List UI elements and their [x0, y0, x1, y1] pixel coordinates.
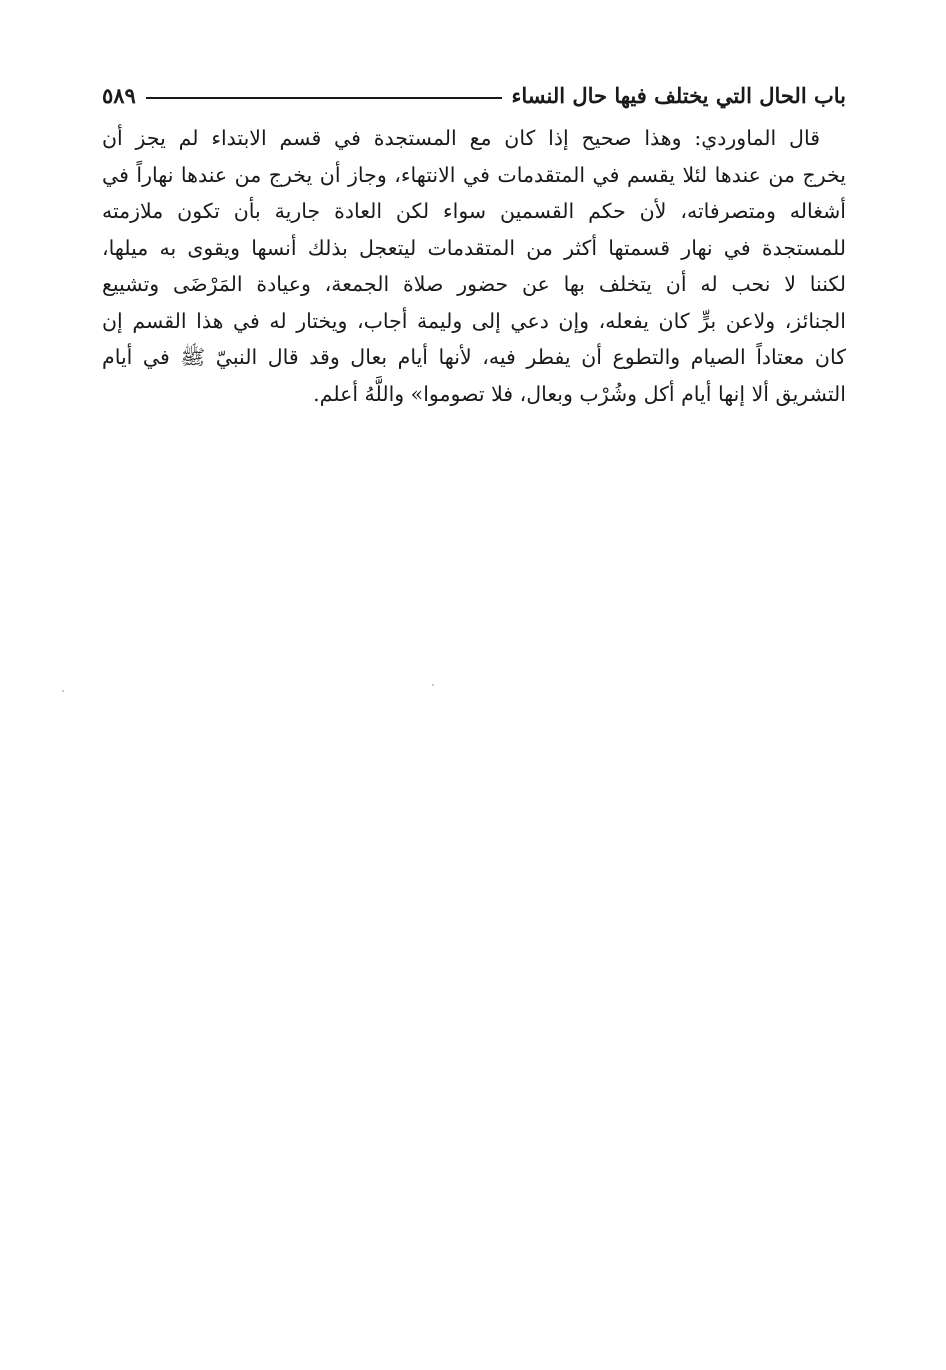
text-line: للمستجدة في نهار قسمتها أكثر من المتقدمات ليتعجل بذلك أنسها ويقوى به ميلها،	[102, 235, 846, 260]
body-paragraph	[102, 120, 846, 412]
header-rule	[146, 97, 502, 99]
text-line: كان معتاداً الصيام والتطوع أن يفطر فيه، لأنها أيام بعال وقد قال النبيّ ﷺ في أيام	[102, 345, 846, 369]
text-line: التشريق ألا إنها أيام أكل وشُرْب وبعال، فلا تصوموا» واللَّهُ أعلم.	[313, 381, 846, 406]
running-header	[102, 78, 846, 112]
scan-speck	[432, 684, 434, 686]
text-line: قال الماوردي: وهذا صحيح إذا كان مع المستجدة في قسم الابتداء لم يجز أن	[102, 126, 820, 150]
chapter-title: باب الحال التي يختلف فيها حال النساء	[511, 82, 846, 108]
text-line: الجنائز، ولاعن برٍّ كان يفعله، وإن دعي إلى وليمة أجاب، ويختار له في هذا القسم إن	[102, 308, 846, 333]
text-line: يخرج من عندها لئلا يقسم في المتقدمات في الانتهاء، وجاز أن يخرج من عندها نهاراً في	[102, 162, 846, 187]
text-line: لكننا لا نحب له أن يتخلف بها عن حضور صلاة الجمعة، وعيادة المَرْضَى وتشييع	[102, 272, 846, 296]
page-number: ٥٨٩	[102, 82, 136, 108]
scan-speck	[62, 690, 64, 692]
text-line: أشغاله ومتصرفاته، لأن حكم القسمين سواء لكن العادة جارية بأن تكون ملازمته	[102, 199, 846, 223]
